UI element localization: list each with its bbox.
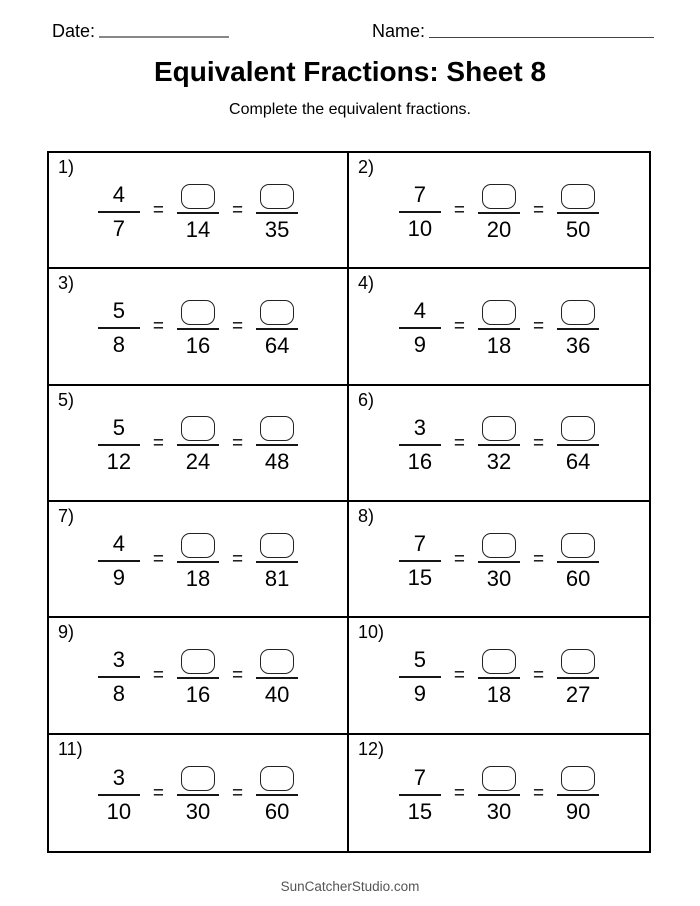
- problem-number: 7): [58, 506, 75, 526]
- date-label: Date:: [52, 21, 96, 41]
- problem-number: 5): [58, 389, 75, 410]
- page-title: Equivalent Fractions: Sheet 8: [153, 56, 547, 87]
- equivalent-fraction-2: [256, 416, 298, 473]
- equation: [98, 412, 298, 473]
- denominator: 64: [264, 332, 290, 358]
- denominator: 36: [565, 332, 591, 358]
- equals-sign: =: [152, 782, 164, 804]
- equals-sign: =: [232, 549, 244, 571]
- denominator: 24: [185, 449, 211, 475]
- equivalent-fraction-1: [478, 649, 520, 706]
- denominator: 16: [185, 681, 211, 707]
- answer-box[interactable]: [561, 300, 595, 325]
- denominator: 30: [185, 799, 211, 825]
- equivalent-fraction-1: [478, 300, 520, 357]
- equals-sign: =: [453, 782, 465, 804]
- denominator: 60: [264, 799, 290, 825]
- equation: [98, 296, 298, 357]
- answer-box[interactable]: [561, 766, 595, 791]
- problem-cell-4: [349, 269, 649, 385]
- problem-cell-7: [49, 502, 349, 618]
- denominator: 10: [106, 798, 132, 824]
- problem-cell-12: [349, 735, 649, 851]
- equivalent-fraction-1: [478, 416, 520, 473]
- equals-sign: =: [533, 432, 545, 454]
- equals-sign: =: [533, 549, 545, 571]
- equals-sign: =: [152, 665, 164, 687]
- answer-box[interactable]: [181, 649, 215, 674]
- problem-cell-1: [49, 153, 349, 269]
- equals-sign: =: [533, 200, 545, 222]
- answer-box[interactable]: [482, 184, 516, 209]
- equation: [98, 645, 298, 706]
- equivalent-fraction-2: [256, 649, 298, 706]
- problem-number: 12): [358, 738, 385, 759]
- equals-sign: =: [152, 200, 164, 222]
- denominator: 16: [407, 448, 433, 474]
- equals-sign: =: [533, 782, 545, 804]
- problem-cell-10: [349, 618, 649, 734]
- equals-sign: =: [232, 665, 244, 687]
- denominator: 18: [486, 332, 512, 358]
- equivalent-fraction-2: [557, 184, 599, 241]
- denominator: 14: [185, 216, 211, 242]
- answer-box[interactable]: [482, 649, 516, 674]
- problem-cell-6: [349, 386, 649, 502]
- answer-box[interactable]: [260, 533, 294, 558]
- answer-box[interactable]: [482, 300, 516, 325]
- problem-number: 6): [358, 389, 375, 410]
- answer-box[interactable]: [181, 416, 215, 441]
- denominator: 30: [486, 565, 512, 591]
- denominator: 35: [264, 216, 290, 242]
- equivalent-fraction-2: [557, 300, 599, 357]
- given-fraction: [98, 764, 140, 824]
- equivalent-fraction-2: [557, 416, 599, 473]
- denominator: 27: [565, 681, 591, 707]
- denominator: 20: [486, 216, 512, 242]
- equivalent-fraction-1: [478, 533, 520, 590]
- answer-box[interactable]: [181, 766, 215, 791]
- answer-box[interactable]: [561, 184, 595, 209]
- numerator: 7: [413, 182, 427, 208]
- problem-cell-8: [349, 502, 649, 618]
- instructions: Complete the equivalent fractions.: [229, 101, 471, 118]
- denominator: 15: [407, 798, 433, 824]
- equals-sign: =: [453, 665, 465, 687]
- equals-sign: =: [533, 665, 545, 687]
- date-field: [52, 22, 229, 40]
- problem-cell-2: [349, 153, 649, 269]
- denominator: 10: [407, 216, 433, 242]
- answer-box[interactable]: [561, 416, 595, 441]
- equivalent-fraction-2: [256, 533, 298, 590]
- numerator: 4: [112, 182, 126, 208]
- equals-sign: =: [232, 200, 244, 222]
- given-fraction: [399, 764, 441, 824]
- equivalent-fraction-1: [478, 184, 520, 241]
- equation: [399, 296, 599, 357]
- equals-sign: =: [152, 432, 164, 454]
- numerator: 3: [413, 414, 427, 440]
- problem-number: 1): [58, 157, 75, 177]
- problem-number: 4): [358, 273, 375, 294]
- denominator: 16: [185, 332, 211, 358]
- answer-box[interactable]: [561, 649, 595, 674]
- denominator: 32: [486, 449, 512, 475]
- equation: [98, 762, 298, 823]
- equivalent-fraction-1: [177, 416, 219, 473]
- equation: [399, 529, 599, 590]
- denominator: 48: [264, 449, 290, 475]
- answer-box[interactable]: [561, 533, 595, 558]
- answer-box[interactable]: [260, 416, 294, 441]
- answer-box[interactable]: [260, 300, 294, 325]
- denominator: 12: [106, 448, 132, 474]
- equals-sign: =: [152, 316, 164, 338]
- problem-cell-5: [49, 386, 349, 502]
- denominator: 30: [486, 799, 512, 825]
- problem-number: 10): [358, 622, 385, 643]
- denominator: 18: [486, 681, 512, 707]
- numerator: 7: [413, 531, 427, 557]
- header: [52, 22, 654, 40]
- given-fraction: [98, 300, 140, 356]
- denominator: 60: [565, 565, 591, 591]
- given-fraction: [98, 414, 140, 474]
- problems-grid: [47, 151, 651, 853]
- denominator: 64: [565, 449, 591, 475]
- numerator: 7: [413, 764, 427, 790]
- answer-box[interactable]: [482, 416, 516, 441]
- denominator: 9: [413, 681, 427, 707]
- given-fraction: [399, 533, 441, 589]
- problem-number: 3): [58, 273, 75, 294]
- denominator: 81: [264, 565, 290, 591]
- site-credit: SunCatcherStudio.com: [280, 879, 420, 894]
- equivalent-fraction-2: [557, 766, 599, 823]
- equation: [399, 412, 599, 473]
- date-blank-line[interactable]: [99, 36, 229, 38]
- equals-sign: =: [453, 316, 465, 338]
- denominator: 8: [112, 681, 126, 707]
- equals-sign: =: [453, 549, 465, 571]
- equation: [399, 645, 599, 706]
- equals-sign: =: [232, 316, 244, 338]
- answer-box[interactable]: [482, 766, 516, 791]
- numerator: 4: [413, 298, 427, 324]
- equivalent-fraction-1: [177, 649, 219, 706]
- answer-box[interactable]: [260, 649, 294, 674]
- denominator: 9: [112, 565, 126, 591]
- answer-box[interactable]: [181, 533, 215, 558]
- equals-sign: =: [152, 549, 164, 571]
- problem-number: 9): [58, 622, 75, 643]
- given-fraction: [399, 184, 441, 240]
- equation: [98, 529, 298, 590]
- numerator: 5: [112, 414, 126, 440]
- denominator: 40: [264, 681, 290, 707]
- problem-number: 8): [358, 506, 375, 526]
- problem-cell-9: [49, 618, 349, 734]
- equivalent-fraction-2: [256, 300, 298, 357]
- equivalent-fraction-2: [557, 649, 599, 706]
- answer-box[interactable]: [181, 184, 215, 209]
- equation: [399, 180, 599, 241]
- equivalent-fraction-1: [177, 300, 219, 357]
- answer-box[interactable]: [181, 300, 215, 325]
- denominator: 9: [413, 332, 427, 358]
- name-label: Name:: [371, 21, 425, 41]
- denominator: 18: [185, 565, 211, 591]
- denominator: 15: [407, 565, 433, 591]
- given-fraction: [399, 414, 441, 474]
- equals-sign: =: [453, 432, 465, 454]
- equivalent-fraction-1: [177, 184, 219, 241]
- equivalent-fraction-1: [177, 533, 219, 590]
- equivalent-fraction-2: [256, 766, 298, 823]
- numerator: 3: [112, 647, 126, 673]
- answer-box[interactable]: [482, 533, 516, 558]
- problem-cell-3: [49, 269, 349, 385]
- denominator: 90: [565, 799, 591, 825]
- equation: [399, 762, 599, 823]
- denominator: 50: [565, 216, 591, 242]
- problem-number: 2): [358, 157, 375, 177]
- numerator: 5: [112, 298, 126, 324]
- denominator: 7: [112, 216, 126, 242]
- numerator: 4: [112, 531, 126, 557]
- given-fraction: [98, 649, 140, 705]
- equals-sign: =: [232, 782, 244, 804]
- answer-box[interactable]: [260, 184, 294, 209]
- equivalent-fraction-2: [557, 533, 599, 590]
- given-fraction: [98, 184, 140, 240]
- equals-sign: =: [453, 200, 465, 222]
- answer-box[interactable]: [260, 766, 294, 791]
- name-field: [372, 22, 654, 40]
- problem-number: 11): [58, 738, 83, 759]
- numerator: 5: [413, 647, 427, 673]
- given-fraction: [399, 300, 441, 356]
- equivalent-fraction-1: [177, 766, 219, 823]
- equivalent-fraction-2: [256, 184, 298, 241]
- denominator: 8: [112, 332, 126, 358]
- name-blank-line[interactable]: [429, 37, 654, 39]
- given-fraction: [98, 533, 140, 589]
- equivalent-fraction-1: [478, 766, 520, 823]
- equation: [98, 180, 298, 241]
- equals-sign: =: [533, 316, 545, 338]
- equals-sign: =: [232, 432, 244, 454]
- numerator: 3: [112, 764, 126, 790]
- problem-cell-11: [49, 735, 349, 851]
- given-fraction: [399, 649, 441, 705]
